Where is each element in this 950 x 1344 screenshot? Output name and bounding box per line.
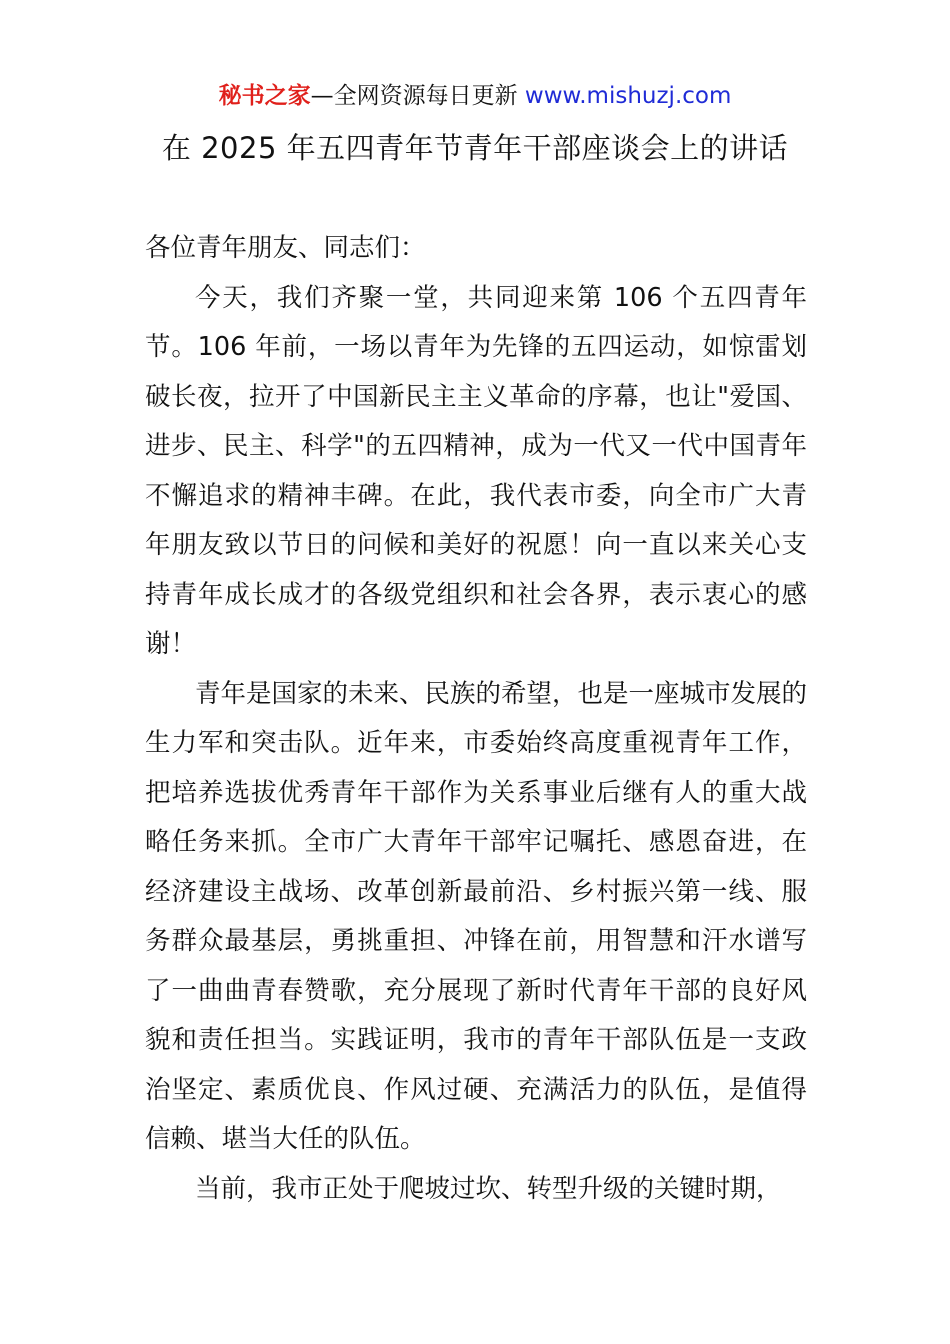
paragraph-3: 当前，我市正处于爬坡过坎、转型升级的关键时期， (195, 1173, 782, 1204)
site-header (0, 80, 950, 112)
salutation: 各位青年朋友、同志们： (145, 233, 426, 263)
paragraph-2: 青年是国家的未来、民族的希望，也是一座城市发展的生力军和突击队。近年来，市委始终高度重视青年工作，把培养选拔优秀青年干部作为关系事业后继有人的重大战略任务来抓。全市广大青年干部牢记嘱托、感恩奋进，在经济建设主战场、改革创新最前沿、乡村振兴第一线、服务群众最基层，勇挑重担、冲锋在前，用智慧和汗水谱写了一曲曲青春赞歌，充分展现了新时代青年干部的良好风貌和责任担当。实践证明，我市的青年干部队伍是一支政治坚定、素质优良、作风过硬、充满活力的队伍，是值得信赖、堪当大任的队伍。 (145, 678, 808, 1154)
site-url-link[interactable]: www.mishuzj.com (524, 83, 732, 109)
paragraph-1: 今天，我们齐聚一堂，共同迎来第 106 个五四青年节。106 年前，一场以青年为先锋的五四运动，如惊雷划破长夜，拉开了中国新民主主义革命的序幕，也让"爱国、进步、民主、科学"的五四精神，成为一代又一代中国青年不懈追求的精神丰碑。在此，我代表市委，向全市广大青年朋友致以节日的问候和美好的祝愿！向一直以来关心支持青年成长成才的各级党组织和社会各界，表示衷心的感谢！ (145, 282, 807, 659)
header-tagline: —全网资源每日更新 (310, 83, 518, 109)
document-title: 在 2025 年五四青年节青年干部座谈会上的讲话 (161, 131, 789, 165)
document-body (145, 224, 807, 1214)
brand-name: 秘书之家 (218, 83, 311, 109)
